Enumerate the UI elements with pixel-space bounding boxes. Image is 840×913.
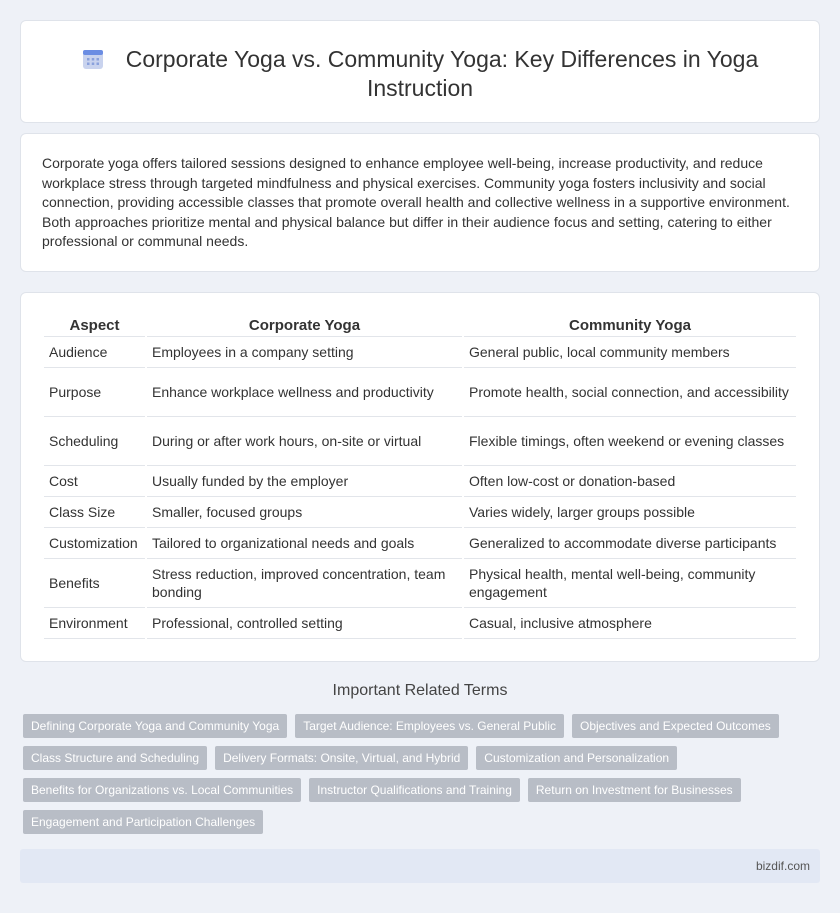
tag-row [23,810,823,834]
cell-community: Often low-cost or donation-based [464,466,796,497]
cell-aspect: Scheduling [44,417,145,466]
table-row [44,466,796,497]
table-row [44,497,796,528]
table-row [44,337,796,368]
table-row [44,528,796,559]
related-term-tag[interactable]: Target Audience: Employees vs. General Public [295,714,564,738]
tag-row [23,714,823,738]
header-community: Community Yoga [464,315,796,337]
tag-row [23,746,823,770]
related-term-tag[interactable]: Objectives and Expected Outcomes [572,714,779,738]
related-term-tag[interactable]: Class Structure and Scheduling [23,746,207,770]
cell-corporate: Enhance workplace wellness and productivity [147,368,462,417]
table-header-row [44,315,796,337]
comparison-card [20,292,820,662]
cell-aspect: Audience [44,337,145,368]
cell-community: Physical health, mental well-being, community engagement [464,559,796,608]
cell-aspect: Class Size [44,497,145,528]
cell-aspect: Customization [44,528,145,559]
cell-community: Varies widely, larger groups possible [464,497,796,528]
intro-text: Corporate yoga offers tailored sessions designed to enhance employee well-being, increase productivity, and reduce workplace stress through targeted mindfulness and physical exercises. Community yoga fosters inclusivity and social connection, providing accessible classes that promote overall health and collective wellness in a supportive environment. Both approaches prioritize mental and physical balance but differ in their audience focus and setting, catering to either professional or communal needs. [42,155,790,250]
title-card [20,20,820,123]
cell-aspect: Environment [44,608,145,639]
cell-aspect: Cost [44,466,145,497]
cell-corporate: Professional, controlled setting [147,608,462,639]
table-row [44,368,796,417]
header-corporate: Corporate Yoga [147,315,462,337]
intro-card [20,133,820,272]
cell-corporate: Tailored to organizational needs and goals [147,528,462,559]
table-row [44,559,796,608]
comparison-table [42,315,798,639]
cell-corporate: Smaller, focused groups [147,497,462,528]
related-terms-list [23,714,823,842]
cell-community: Generalized to accommodate diverse participants [464,528,796,559]
header-aspect: Aspect [44,315,145,337]
related-term-tag[interactable]: Delivery Formats: Onsite, Virtual, and Hybrid [215,746,468,770]
cell-aspect: Benefits [44,559,145,608]
related-term-tag[interactable]: Benefits for Organizations vs. Local Communities [23,778,301,802]
cell-corporate: Employees in a company setting [147,337,462,368]
page-title: Corporate Yoga vs. Community Yoga: Key Differences in Yoga Instruction [125,46,759,101]
cell-community: Flexible timings, often weekend or evening classes [464,417,796,466]
related-term-tag[interactable]: Return on Investment for Businesses [528,778,741,802]
cell-aspect: Purpose [44,368,145,417]
table-row [44,417,796,466]
related-terms-title: Important Related Terms [332,682,508,699]
footer-site-link[interactable]: bizdif.com [755,859,810,873]
tag-row [23,778,823,802]
related-term-tag[interactable]: Engagement and Participation Challenges [23,810,263,834]
cell-corporate: Usually funded by the employer [147,466,462,497]
page-title-wrap [21,45,819,103]
related-term-tag[interactable]: Instructor Qualifications and Training [309,778,520,802]
cell-community: General public, local community members [464,337,796,368]
related-term-tag[interactable]: Customization and Personalization [476,746,677,770]
cell-community: Casual, inclusive atmosphere [464,608,796,639]
cell-community: Promote health, social connection, and accessibility [464,368,796,417]
cell-corporate: During or after work hours, on-site or virtual [147,417,462,466]
related-term-tag[interactable]: Defining Corporate Yoga and Community Yoga [23,714,287,738]
cell-corporate: Stress reduction, improved concentration, team bonding [147,559,462,608]
calendar-icon [82,48,104,70]
footer [20,849,820,883]
table-row [44,608,796,639]
